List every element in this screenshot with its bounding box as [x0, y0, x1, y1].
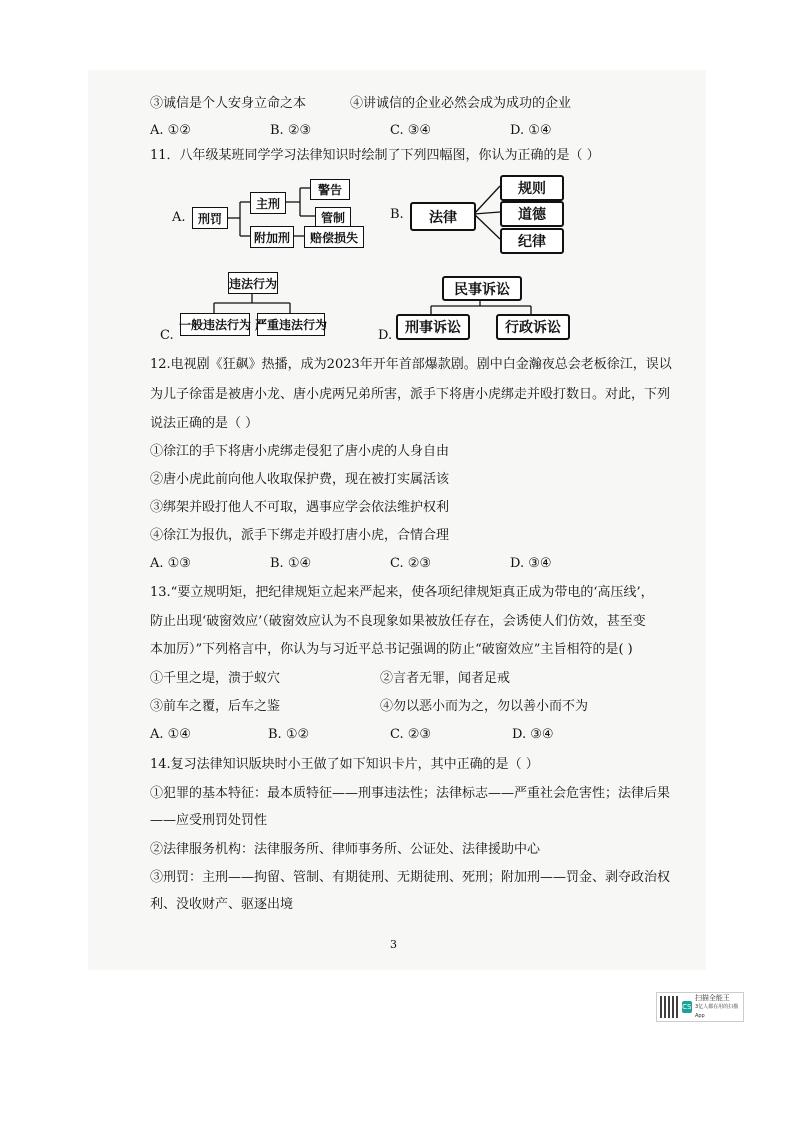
question-13-option-c: C. ②③	[390, 727, 432, 742]
question-13-stem-3: 本加厉）”下列格言中，你认为与习近平总书记强调的防止“破窗效应”主旨相符的是( )	[150, 642, 633, 657]
statement-4: ④讲诚信的企业必然会成为成功的企业	[350, 96, 572, 111]
diagram-a-warning: 警告	[310, 179, 350, 200]
diagram-b-label: B.	[390, 207, 404, 222]
diagram-c-root: 违法行为	[228, 272, 278, 294]
page-number: 3	[390, 938, 397, 951]
diagram-c-label: C.	[160, 328, 174, 343]
diagram-d-root: 民事诉讼	[442, 276, 522, 301]
diagram-a-root: 刑罚	[192, 207, 228, 229]
option-c: C. ③④	[390, 123, 432, 138]
option-a: A. ①②	[150, 123, 191, 138]
question-13-item-3: ③前车之覆，后车之鉴	[150, 699, 281, 714]
question-13-option-b: B. ①②	[268, 727, 310, 742]
diagram-d-administrative: 行政诉讼	[496, 314, 570, 340]
question-12-stem-3: 说法正确的是（ ）	[150, 416, 259, 431]
question-12-option-c: C. ②③	[390, 556, 432, 571]
question-12-option-b: B. ①④	[270, 556, 312, 571]
camscanner-logo-icon: CS	[682, 1003, 692, 1011]
diagram-a-main-penalty: 主刑	[250, 192, 286, 214]
question-14-item-1b: ——应受刑罚处罚性	[150, 813, 268, 828]
question-14-item-3a: ③刑罚：主刑——拘留、管制、有期徒刑、无期徒刑、死刑；附加刑——罚金、剥夺政治权	[150, 870, 671, 885]
question-14-stem: 14.复习法律知识版块时小王做了如下知识卡片，其中正确的是（ ）	[150, 757, 539, 772]
diagram-a-extra-penalty: 附加刑	[250, 226, 294, 248]
diagram-b-discipline: 纪律	[500, 228, 564, 254]
question-12-stem-1: 12.电视剧《狂飙》热播，成为2023年开年首部爆款剧。剧中白金瀚夜总会老板徐江，误以	[150, 357, 672, 372]
question-12-option-a: A. ①③	[150, 556, 191, 571]
scanner-badge-text	[695, 994, 740, 1021]
question-11-stem: 11．八年级某班同学学习法律知识时绘制了下列四幅图，你认为正确的是（ ）	[150, 148, 600, 163]
diagram-c-general: 一般违法行为	[180, 313, 250, 336]
question-12-item-1: ①徐江的手下将唐小虎绑走侵犯了唐小虎的人身自由	[150, 444, 450, 459]
question-13-stem-1: 13.“要立规明矩，把纪律规矩立起来严起来，使各项纪律规矩真正成为带电的‘高压线’，	[150, 585, 654, 600]
scanner-badge-subtitle: 3亿人都在用的扫描App	[694, 1003, 739, 1019]
diagram-a-compensation: 赔偿损失	[304, 226, 364, 248]
option-b: B. ②③	[270, 123, 312, 138]
scanner-badge-title: 扫描全能王	[694, 993, 730, 1002]
scanner-watermark	[656, 992, 744, 1022]
question-12-item-3: ③绑架并殴打他人不可取，遇事应学会依法维护权利	[150, 500, 450, 515]
qr-code-icon	[660, 996, 679, 1018]
diagram-d-criminal: 刑事诉讼	[396, 314, 470, 340]
question-12-item-2: ②唐小虎此前向他人收取保护费，现在被打实属活该	[150, 472, 450, 487]
diagram-a-label: A.	[172, 210, 186, 225]
question-13-item-2: ②言者无罪，闻者足戒	[380, 671, 511, 686]
question-14-item-2: ②法律服务机构：法律服务所、律师事务所、公证处、法律援助中心	[150, 842, 541, 857]
statement-3: ③诚信是个人安身立命之本	[150, 96, 307, 111]
question-13-stem-2: 防止出现‘破窗效应’（破窗效应认为不良现象如果被放任存在，会诱使人们仿效，甚至变	[150, 614, 646, 629]
diagram-d-label: D.	[378, 328, 393, 343]
question-13-item-1: ①千里之堤，溃于蚁穴	[150, 671, 281, 686]
question-14-item-1a: ①犯罪的基本特征：最本质特征——刑事违法性；法律标志——严重社会危害性；法律后果	[150, 786, 671, 801]
question-13-item-4: ④勿以恶小而为之，勿以善小而不为	[380, 699, 589, 714]
diagram-a-control: 管制	[315, 207, 351, 228]
question-14-item-3b: 利、没收财产、驱逐出境	[150, 897, 294, 912]
question-13-option-d: D. ③④	[512, 727, 554, 742]
diagram-c-serious: 严重违法行为	[257, 313, 325, 336]
diagram-b-morality: 道德	[500, 201, 564, 227]
option-d: D. ①④	[510, 123, 552, 138]
question-12-option-d: D. ③④	[510, 556, 552, 571]
diagram-b-rules: 规则	[500, 175, 564, 201]
question-12-stem-2: 为儿子徐雷是被唐小龙、唐小虎两兄弟所害，派手下将唐小虎绑走并殴打数日。对此，下列	[150, 387, 671, 402]
diagram-b-root: 法律	[410, 202, 476, 231]
question-13-option-a: A. ①④	[150, 727, 191, 742]
question-12-item-4: ④徐江为报仇，派手下绑走并殴打唐小虎，合情合理	[150, 528, 450, 543]
